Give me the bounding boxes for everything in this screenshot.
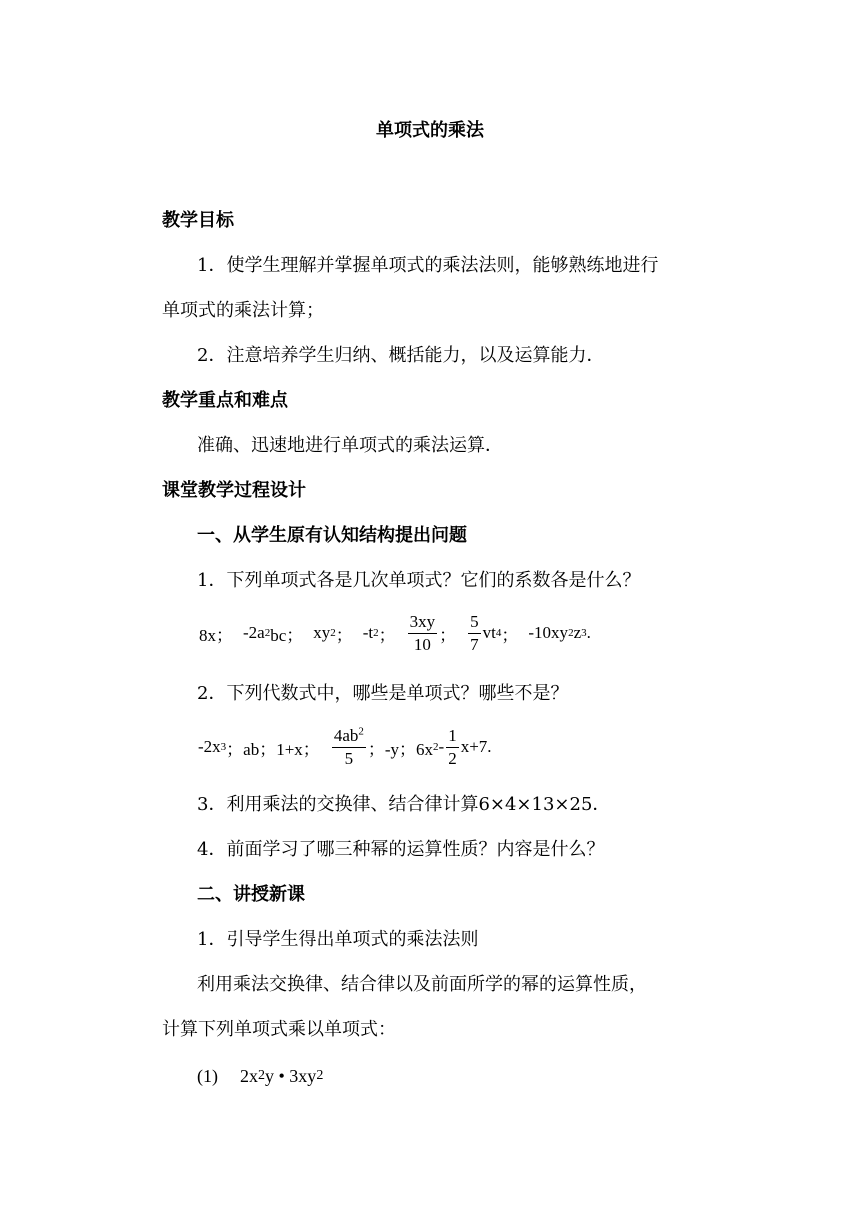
question-2: 2．下列代数式中，哪些是单项式？哪些不是？ <box>197 683 569 704</box>
goal-2: 2．注意培养学生归纳、概括能力，以及运算能力． <box>197 345 605 366</box>
key-points-heading: 教学重点和难点 <box>162 390 288 411</box>
monomial-list: 8x； -2a 2 bc； xy 2 ； -t 2 ； $\frac{3xy}{10}$ ； $\frac{5}{7}$ vt 4 ； -10xy 2 z 3 . <box>199 611 591 654</box>
page-title: 单项式的乘法 <box>376 120 484 141</box>
new-lesson-1: 1．引导学生得出单项式的乘法法则 <box>197 929 479 950</box>
part-1-heading: 一、从学生原有认知结构提出问题 <box>197 525 467 546</box>
fraction: $\frac{4ab^2}{5}$ <box>333 724 364 768</box>
fraction: $\frac{5}{7}$ <box>470 611 479 654</box>
example-1: (1) 2x 2 y • 3xy 2 <box>197 1065 324 1086</box>
part-2-heading: 二、讲授新课 <box>197 884 305 905</box>
process-heading: 课堂教学过程设计 <box>162 480 306 501</box>
key-points-text: 准确、迅速地进行单项式的乘法运算． <box>197 435 503 456</box>
fraction: $\frac{1}{2}$ <box>448 725 457 768</box>
expression-list: -2x 3 ；ab；1+x； $\frac{4ab^2}{5}$ ；-y；6x 2 - $\frac{1}{2}$ x+7. <box>198 724 492 768</box>
question-3: 3．利用乘法的交换律、结合律计算6×4×13×25． <box>197 794 611 815</box>
goals-heading: 教学目标 <box>162 210 234 231</box>
goal-1-line-2: 单项式的乘法计算； <box>162 300 324 321</box>
fraction: $\frac{3xy}{10}$ <box>409 611 436 654</box>
goal-1-line-1: 1．使学生理解并掌握单项式的乘法法则，能够熟练地进行 <box>197 255 659 276</box>
new-lesson-1-text-line-2: 计算下列单项式乘以单项式： <box>162 1019 396 1040</box>
question-1: 1．下列单项式各是几次单项式？它们的系数各是什么？ <box>197 570 641 591</box>
new-lesson-1-text-line-1: 利用乘法交换律、结合律以及前面所学的幂的运算性质， <box>197 974 647 995</box>
question-4: 4．前面学习了哪三种幂的运算性质？内容是什么？ <box>197 839 605 860</box>
